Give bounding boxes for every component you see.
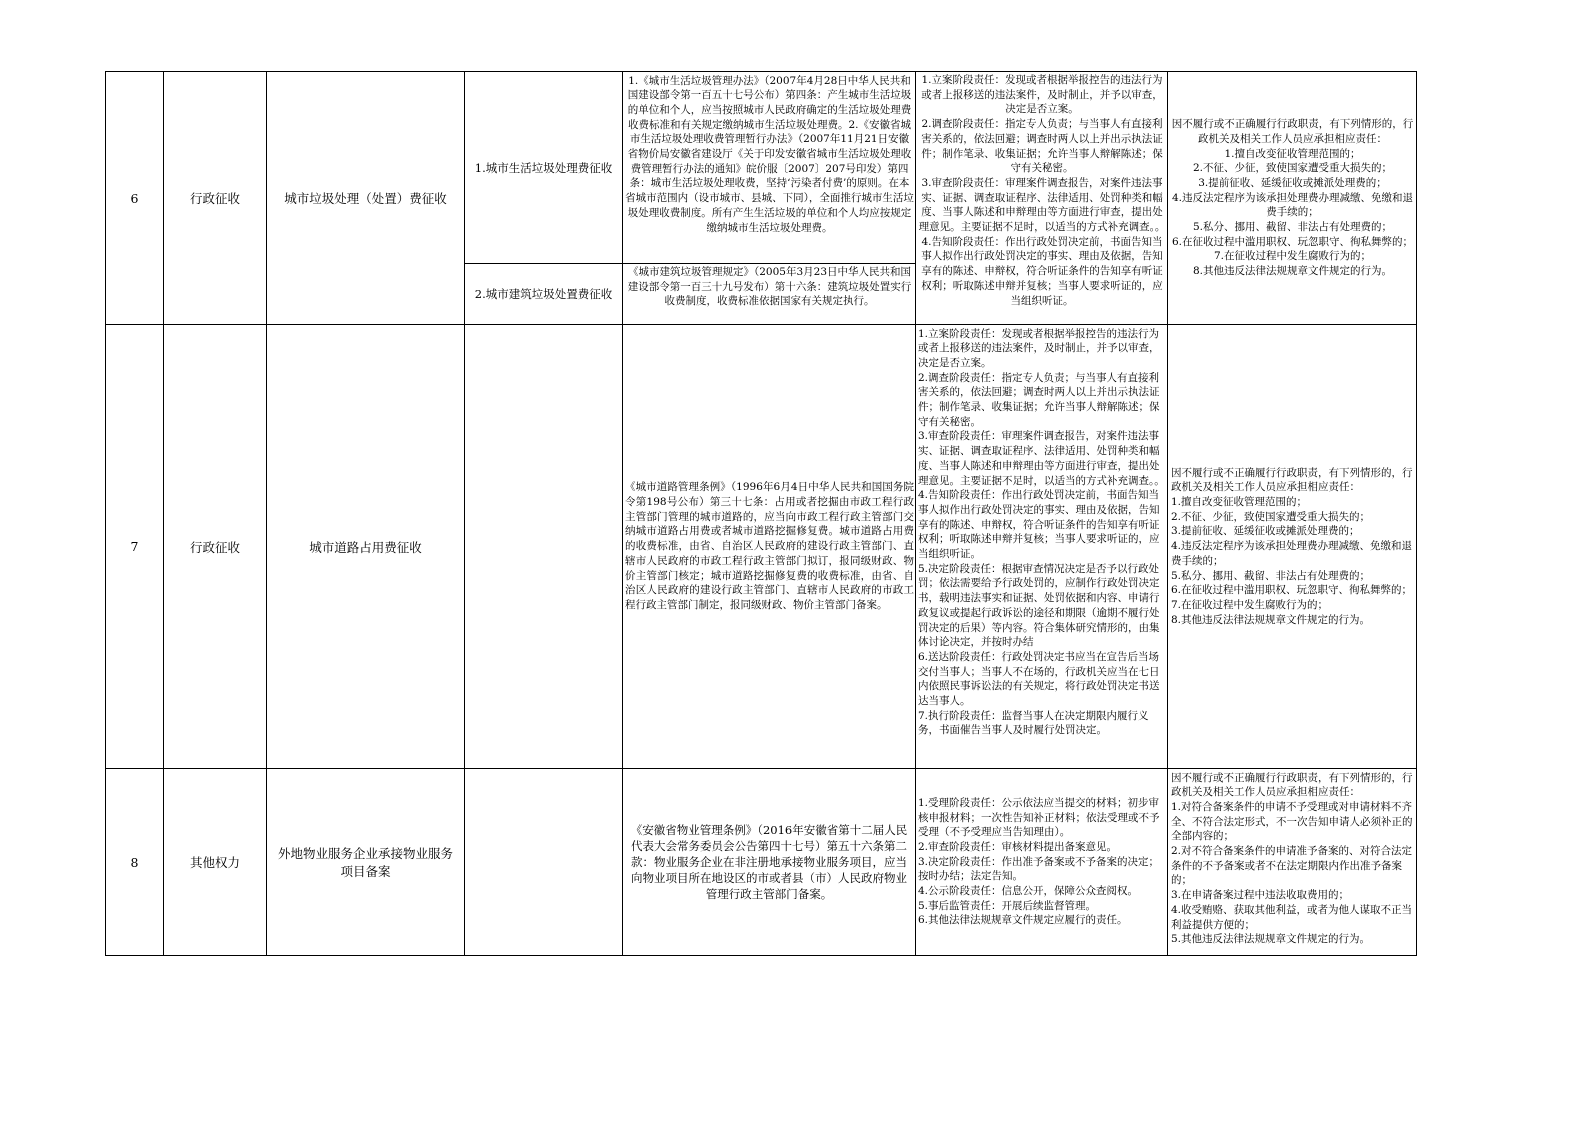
accountability-item: 1.擅自改变征收管理范围的； <box>1224 147 1361 160</box>
accountability-item: 7.在征收过程中发生腐败行为的； <box>1213 250 1372 263</box>
accountability-item: 4.违反法定程序为该承担处理费办理减缴、免缴和退费手续的； <box>1171 191 1414 219</box>
duty-item: 4.公示阶段责任：信息公开，保障公众查阅权。 <box>918 885 1139 898</box>
accountability-item: 4.违反法定程序为该承担处理费办理减缴、免缴和退费手续的； <box>1171 540 1413 567</box>
accountability-item: 4.收受贿赂、获取其他利益，或者为他人谋取不正当利益提供方便的； <box>1171 903 1413 931</box>
duty-item: 1.立案阶段责任：发现或者根据举报控告的违法行为或者上报移送的违法案件，及时制止，并予以审查，决定是否立案。 <box>918 327 1160 369</box>
accountability-item: 因不履行或不正确履行行政职责，有下列情形的，行政机关及相关工作人员应承担相应责任： <box>1171 771 1413 799</box>
legal-basis-cell <box>623 325 916 769</box>
sub-item-name: 1.城市生活垃圾处理费征收 <box>465 72 623 264</box>
duty-cell <box>916 769 1168 956</box>
power-list-table <box>105 71 1416 969</box>
accountability-item: 2.不征、少征，致使国家遭受重大损失的； <box>1192 162 1393 175</box>
duty-item: 1.立案阶段责任：发现或者根据举报控告的违法行为或者上报移送的违法案件，及时制止，并予以审查，决定是否立案。 <box>921 74 1163 116</box>
duty-item: 6.送达阶段责任：行政处罚决定书应当在宣告后当场交付当事人；当事人不在场的，行政机关应当在七日内依照民事诉讼法的有关规定，将行政处罚决定书送达当事人。 <box>918 650 1160 708</box>
row-number: 8 <box>106 769 164 956</box>
duty-cell <box>916 72 1168 325</box>
legal-basis-cell <box>623 769 916 956</box>
accountability-item: 8.其他违反法律法规规章文件规定的行为。 <box>1192 265 1393 278</box>
accountability-item: 5.私分、挪用、截留、非法占有处理费的； <box>1192 221 1393 234</box>
accountability-cell <box>1168 325 1417 769</box>
accountability-item: 1.擅自改变征收管理范围的； <box>1171 496 1308 509</box>
legal-basis-text: 《城市道路管理条例》（1996年6月4日中华人民共和国国务院令第198号公布）第三十七条：占用或者挖掘由市政工程行政主管部门管理的城市道路的，应当向市政工程行政主管部门交纳城市道路占用费或者城市道路挖掘修复费。城市道路占用费的收费标准，由省、自治区人民政府的建设行政主管部门、直辖市人民政府的市政工程行政主管部门拟订，报同级财政、物价主管部门核定；城市道路挖掘修复费的收费标准，由省、自治区人民政府的建设行政主管部门、直辖市人民政府的市政工程行政主管部门制定，报同级财政、物价主管部门备案。 <box>625 481 914 611</box>
duty-item: 2.调查阶段责任：指定专人负责；与当事人有直接利害关系的，依法回避；调查时两人以上并出示执法证件；制作笔录、收集证据；允许当事人辩解陈述；保守有关秘密。 <box>921 118 1163 175</box>
accountability-item: 2.对不符合备案条件的申请准予备案的、对符合法定条件的不予备案或者不在法定期限内作出准予备案的； <box>1171 845 1413 887</box>
accountability-item: 5.其他违反法律法规规章文件规定的行为。 <box>1171 933 1371 946</box>
table <box>105 71 1417 956</box>
power-name: 城市道路占用费征收 <box>267 325 465 769</box>
duty-item: 3.审查阶段责任：审理案件调查报告，对案件违法事实、证据、调查取证程序、法律适用、处罚种类和幅度、当事人陈述和申辩理由等方面进行审查，提出处理意见。主要证据不足时，以适当的方式补充调查。。 <box>918 176 1166 234</box>
accountability-item: 2.不征、少征，致使国家遭受重大损失的； <box>1171 510 1371 523</box>
duty-item: 2.审查阶段责任：审核材料提出备案意见。 <box>918 840 1118 853</box>
legal-basis-cell <box>623 72 916 264</box>
legal-basis-text: 1.《城市生活垃圾管理办法》（2007年4月28日中华人民共和国建设部令第一百五十七号公布）第四条：产生城市生活垃圾的单位和个人，应当按照城市人民政府确定的生活垃圾处理费收费标准和有关规定缴纳城市生活垃圾处理费。2.《安徽省城市生活垃圾处理收费管理暂行办法》（2007年11月21日安徽省物价局安徽省建设厅《关于印发安徽省城市生活垃圾处理收费管理暂行办法的通知》皖价服〔2007〕207号印发）第四条：城市生活垃圾处理收费，坚持‘污染者付费’的原则。在本省城市范围内（设市城市、县城、下同），全面推行城市生活垃圾处理收费制度。所有产生生活垃圾的单位和个人均应按规定缴纳城市生活垃圾处理费。 <box>625 74 914 234</box>
duty-item: 5.决定阶段责任：根据审查情况决定是否予以行政处罚；依法需要给予行政处罚的，应制作行政处罚决定书，载明违法事实和证据、处罚依据和内容、申请行政复议或提起行政诉讼的途径和期限（逾期不履行处罚决定的后果）等内容。符合集体研究情形的，由集体讨论决定，并按时办结 <box>918 562 1160 649</box>
accountability-item: 因不履行或不正确履行行政职责，有下列情形的，行政机关及相关工作人员应承担相应责任： <box>1171 118 1414 145</box>
table-row-7 <box>106 325 1417 769</box>
legal-basis-text: 《城市建筑垃圾管理规定》（2005年3月23日中华人民共和国建设部令第一百三十九号发布）第十六条：建筑垃圾处置实行收费制度，收费标准依据国家有关规定执行。 <box>627 266 912 308</box>
accountability-item: 3.在申请备案过程中违法收取费用的； <box>1171 889 1350 902</box>
power-name: 城市垃圾处理（处置）费征收 <box>267 72 465 325</box>
table-row-8 <box>106 769 1417 956</box>
power-category: 其他权力 <box>164 769 267 956</box>
sub-item-name <box>465 325 623 769</box>
duty-cell <box>916 325 1168 769</box>
accountability-item: 3.提前征收、延缓征收或摊派处理费的； <box>1198 176 1387 189</box>
accountability-item: 7.在征收过程中发生腐败行为的； <box>1171 598 1329 611</box>
accountability-cell <box>1168 72 1417 325</box>
row-number: 6 <box>106 72 164 325</box>
duty-item: 7.执行阶段责任：监督当事人在决定期限内履行义务，书面催告当事人及时履行处罚决定。 <box>918 709 1149 737</box>
duty-item: 1.受理阶段责任：公示依法应当提交的材料；初步审核申报材料；一次性告知补正材料；依法受理或不予受理（不予受理应当告知理由）。 <box>918 796 1160 839</box>
duty-item: 2.调查阶段责任：指定专人负责；与当事人有直接利害关系的，依法回避；调查时两人以上并出示执法证件；制作笔录、收集证据；允许当事人辩解陈述；保守有关秘密。 <box>918 371 1160 428</box>
duty-item: 3.决定阶段责任：作出准予备案或不予备案的决定；按时办结；法定告知。 <box>918 855 1160 883</box>
accountability-cell <box>1168 769 1417 956</box>
duty-item: 4.告知阶段责任：作出行政处罚决定前，书面告知当事人拟作出行政处罚决定的事实、理由及依据，告知享有的陈述、申辩权，符合听证条件的告知享有听证权利；听取陈述申辩并复核；当事人要求听证的，应当组织听证。 <box>921 235 1163 307</box>
accountability-item: 因不履行或不正确履行行政职责，有下列情形的，行政机关及相关工作人员应承担相应责任： <box>1171 466 1413 494</box>
accountability-item: 3.提前征收、延缓征收或摊派处理费的； <box>1171 525 1360 538</box>
accountability-item: 6.在征收过程中滥用职权、玩忽职守、徇私舞弊的； <box>1171 584 1413 597</box>
row-number: 7 <box>106 325 164 769</box>
accountability-item: 5.私分、挪用、截留、非法占有处理费的； <box>1171 569 1371 582</box>
power-name: 外地物业服务企业承接物业服务项目备案 <box>267 769 465 956</box>
duty-item: 6.其他法律法规规章文件规定应履行的责任。 <box>918 914 1128 927</box>
duty-item: 4.告知阶段责任：作出行政处罚决定前，书面告知当事人拟作出行政处罚决定的事实、理由及依据，告知享有的陈述、申辩权，符合听证条件的告知享有听证权利；听取陈述申辩并复核；当事人要求听证的，应当组织听证。 <box>918 489 1160 561</box>
sub-item-name: 2.城市建筑垃圾处置费征收 <box>465 264 623 325</box>
power-category: 行政征收 <box>164 325 267 769</box>
accountability-item: 8.其他违反法律法规规章文件规定的行为。 <box>1171 613 1371 626</box>
table-row-6 <box>106 72 1417 264</box>
duty-item: 5.事后监管责任：开展后续监督管理。 <box>918 899 1097 912</box>
accountability-item: 6.在征收过程中滥用职权、玩忽职守、徇私舞弊的； <box>1171 235 1414 248</box>
duty-item: 3.审查阶段责任：审理案件调查报告，对案件违法事实、证据、调查取证程序、法律适用、处罚种类和幅度、当事人陈述和申辩理由等方面进行审查，提出处理意见。主要证据不足时，以适当的方式补充调查。。 <box>918 430 1165 487</box>
sub-item-name <box>465 769 623 956</box>
power-category: 行政征收 <box>164 72 267 325</box>
accountability-item: 1.对符合备案条件的申请不予受理或对申请材料不齐全、不符合法定形式，不一次告知申请人必须补正的全部内容的； <box>1171 800 1413 843</box>
legal-basis-cell <box>623 264 916 325</box>
legal-basis-text: 《安徽省物业管理条例》（2016年安徽省第十二届人民代表大会常务委员会公告第四十七号）第五十六条第二款：物业服务企业在非注册地承接物业服务项目，应当向物业项目所在地设区的市或者县（市）人民政府物业管理行政主管部门备案。 <box>630 823 908 901</box>
